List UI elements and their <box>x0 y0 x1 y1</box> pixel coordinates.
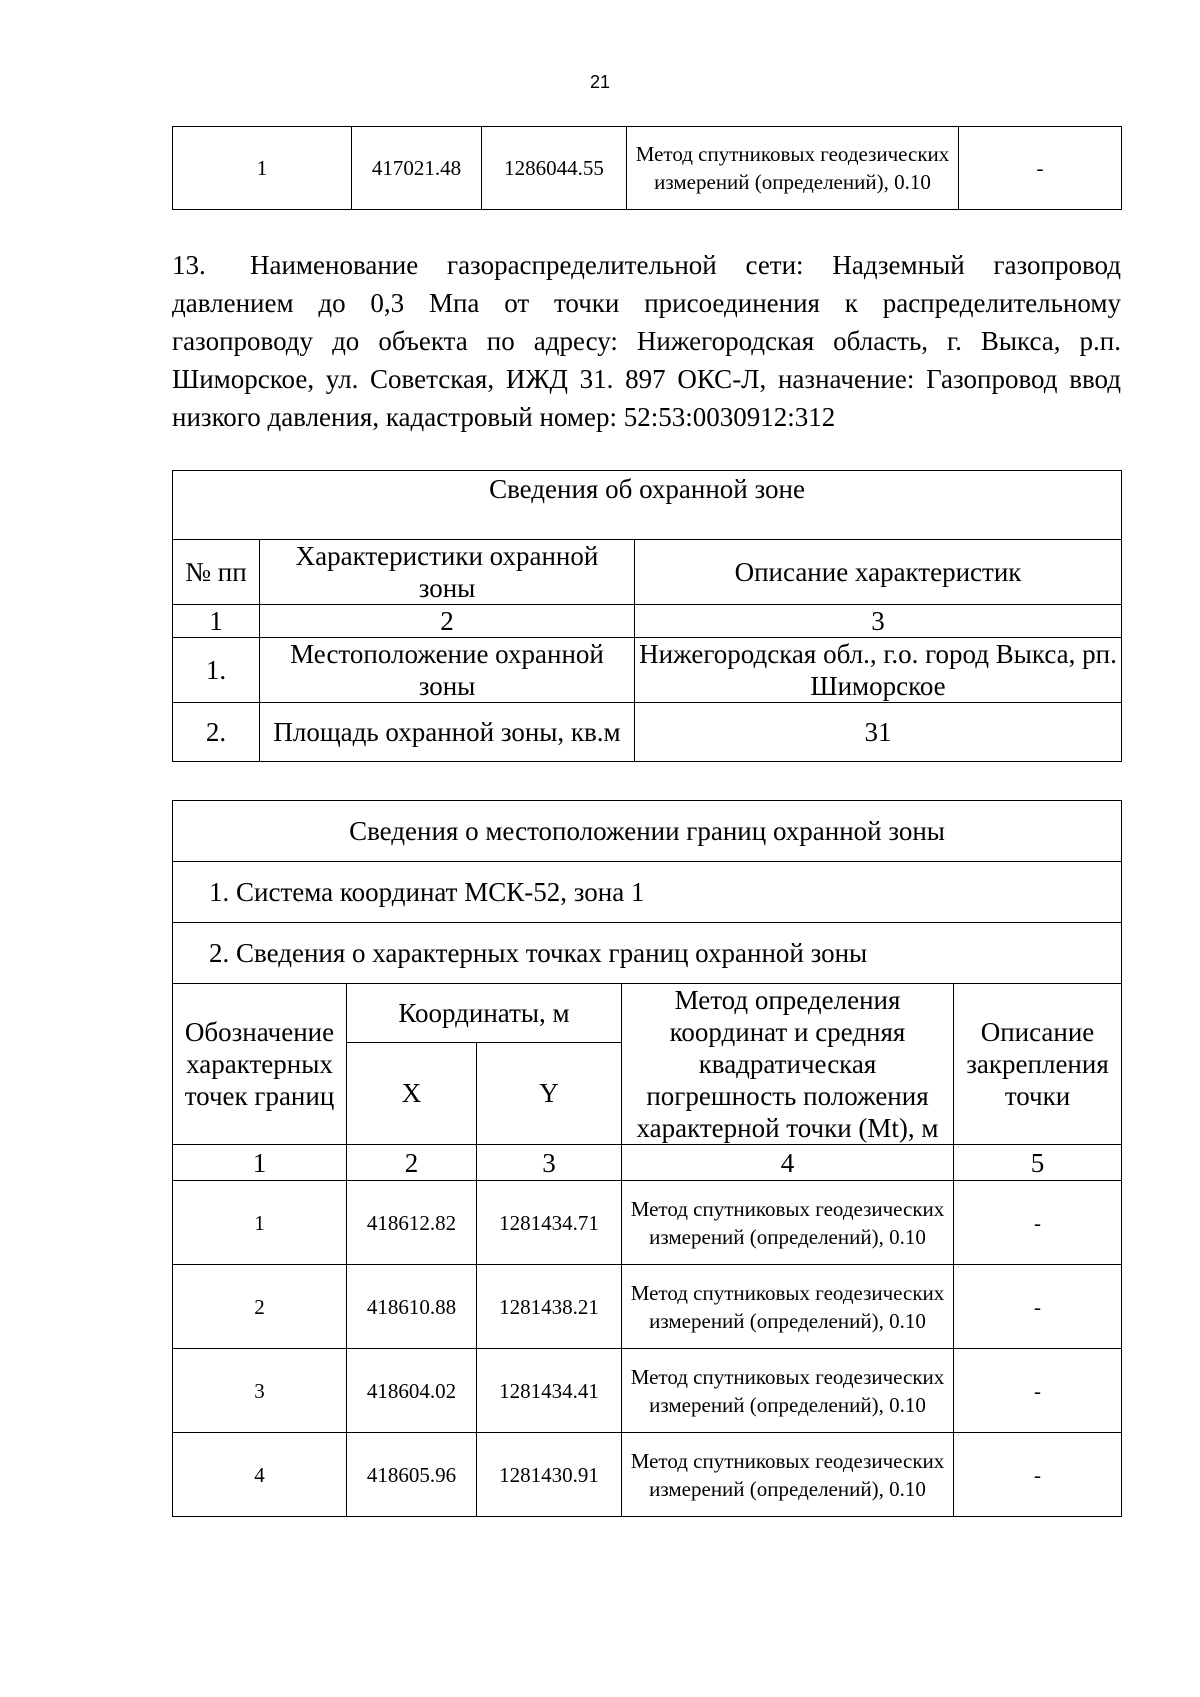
table-row <box>173 703 1122 762</box>
index-cell: 3 <box>477 1145 622 1181</box>
continued-coordinates-table <box>172 126 1122 210</box>
section-text: Наименование газораспределительной сети: Надземный газопровод давлением до 0,3 Мпа от точки присоединения к распределительному газопроводу до объекта по адресу: Нижегородская область, г. Выкса, р.п. Шиморское, ул. Советская, ИЖД 31. 897 ОКС-Л, назначение: Газопровод ввод низкого давления, кадастровый номер: 52:53:0030912:312 <box>172 250 1121 432</box>
header-method: Метод определения координат и средняя квадратическая погрешность положения характерной точки (Mt), м <box>622 984 954 1145</box>
index-row <box>173 605 1122 638</box>
coord-x: 418605.96 <box>347 1433 477 1517</box>
point-description: - <box>954 1181 1122 1265</box>
point-description: - <box>954 1265 1122 1349</box>
method-cell: Метод спутниковых геодезических измерений (определений), 0.10 <box>622 1265 954 1349</box>
table-row <box>173 1433 1122 1517</box>
header-x: X <box>347 1042 477 1144</box>
point-description: - <box>954 1433 1122 1517</box>
point-description: - <box>954 1349 1122 1433</box>
header-point-description: Описание закрепления точки <box>954 984 1122 1145</box>
method-cell: Метод спутниковых геодезических измерений (определений), 0.10 <box>622 1181 954 1265</box>
row-number: 1. <box>173 638 260 703</box>
coordinate-system-row <box>173 862 1122 923</box>
point-description: - <box>959 127 1122 210</box>
row-name: Площадь охранной зоны, кв.м <box>260 703 635 762</box>
table-header-row <box>173 984 1122 1043</box>
header-description: Описание характеристик <box>635 540 1122 605</box>
index-cell: 1 <box>173 605 260 638</box>
method-cell: Метод спутниковых геодезических измерений (определений), 0.10 <box>627 127 959 210</box>
page-number: 21 <box>589 72 611 92</box>
coord-y: 1281438.21 <box>477 1265 622 1349</box>
coord-x: 418612.82 <box>347 1181 477 1265</box>
section-number: 13. <box>172 250 206 280</box>
row-value: 31 <box>635 703 1122 762</box>
method-cell: Метод спутниковых геодезических измерений (определений), 0.10 <box>622 1349 954 1433</box>
coordinate-system: 1. Система координат МСК-52, зона 1 <box>173 862 1122 923</box>
row-value: Нижегородская обл., г.о. город Выкса, рп. Шиморское <box>635 638 1122 703</box>
point-number: 3 <box>173 1349 347 1433</box>
index-cell: 3 <box>635 605 1122 638</box>
table-row <box>173 1349 1122 1433</box>
coord-y: 1281434.41 <box>477 1349 622 1433</box>
coord-x: 417021.48 <box>352 127 482 210</box>
table-row <box>173 127 1122 210</box>
table-row <box>173 1265 1122 1349</box>
protected-zone-table <box>172 470 1122 762</box>
header-y: Y <box>477 1042 622 1144</box>
table-row <box>173 1181 1122 1265</box>
coord-x: 418604.02 <box>347 1349 477 1433</box>
section-paragraph <box>172 246 1121 436</box>
header-designation: Обозначение характерных точек границ <box>173 984 347 1145</box>
points-title-row <box>173 923 1122 984</box>
index-cell: 4 <box>622 1145 954 1181</box>
point-number: 2 <box>173 1265 347 1349</box>
header-number: № пп <box>173 540 260 605</box>
header-characteristics: Характеристики охранной зоны <box>260 540 635 605</box>
row-number: 2. <box>173 703 260 762</box>
point-number: 1 <box>173 127 352 210</box>
coord-y: 1281434.71 <box>477 1181 622 1265</box>
point-number: 1 <box>173 1181 347 1265</box>
zone-table-title: Сведения об охранной зоне <box>173 471 1122 540</box>
row-name: Местоположение охранной зоны <box>260 638 635 703</box>
boundary-location-table <box>172 800 1122 1517</box>
index-cell: 2 <box>347 1145 477 1181</box>
geo-table-title: Сведения о местоположении границ охранной зоны <box>173 801 1122 862</box>
index-cell: 5 <box>954 1145 1122 1181</box>
points-title: 2. Сведения о характерных точках границ охранной зоны <box>173 923 1122 984</box>
index-row <box>173 1145 1122 1181</box>
coord-x: 418610.88 <box>347 1265 477 1349</box>
table-row <box>173 638 1122 703</box>
table-title-row <box>173 801 1122 862</box>
index-cell: 1 <box>173 1145 347 1181</box>
coord-y: 1281430.91 <box>477 1433 622 1517</box>
index-cell: 2 <box>260 605 635 638</box>
table-header-row <box>173 540 1122 605</box>
point-number: 4 <box>173 1433 347 1517</box>
coord-y: 1286044.55 <box>482 127 627 210</box>
table-title-row <box>173 471 1122 540</box>
header-coordinates: Координаты, м <box>347 984 622 1043</box>
method-cell: Метод спутниковых геодезических измерений (определений), 0.10 <box>622 1433 954 1517</box>
